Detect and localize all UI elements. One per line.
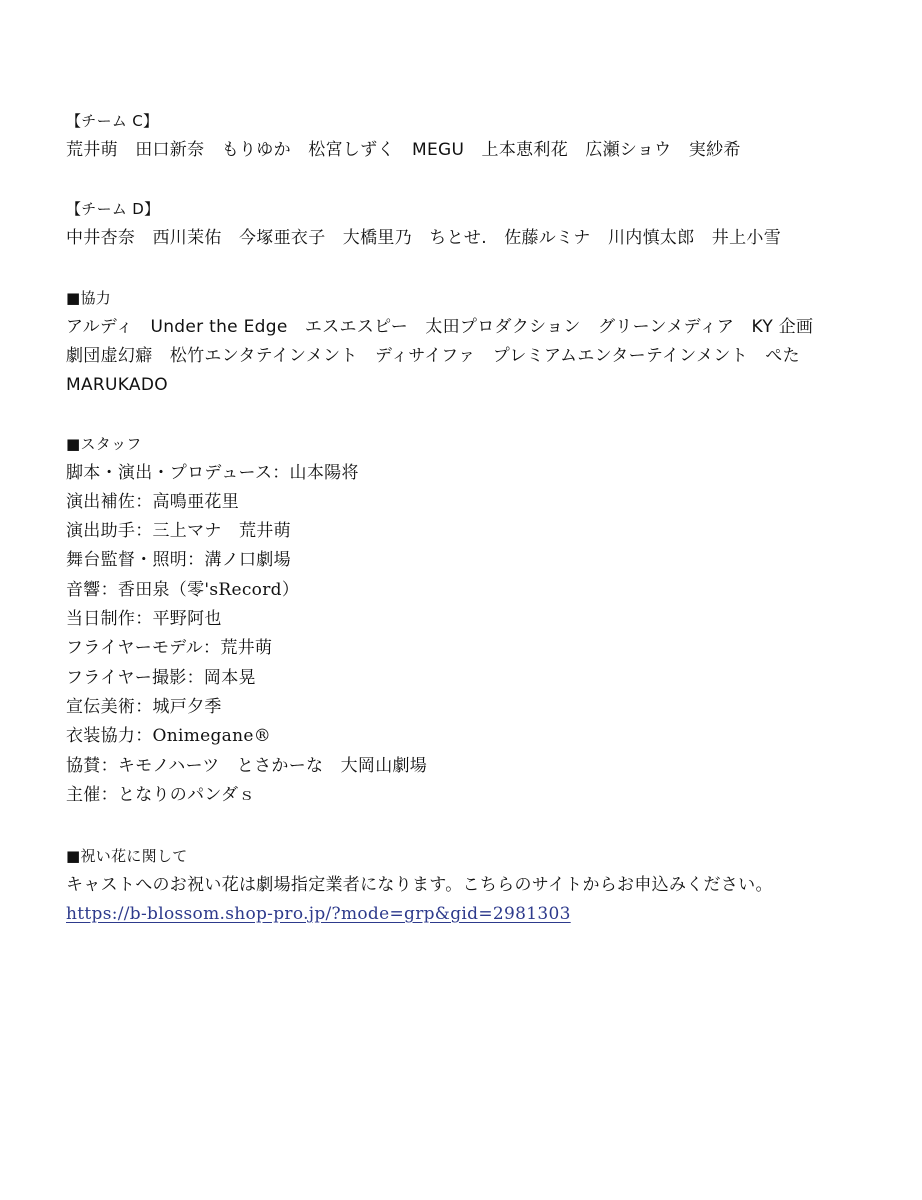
team-c-heading: 【チーム C】: [66, 112, 159, 130]
team-c-members: 荒井萌 田口新奈 もりゆか 松宮しずく MEGU 上本恵利花 広瀬ショウ 実紗希: [66, 140, 741, 160]
cooperation-line: MARUKADO: [66, 375, 168, 395]
staff-line: 音響：香田泉（零'sRecord）: [66, 580, 300, 600]
staff-line: 衣装協力：Onimegane®: [66, 726, 272, 746]
flowers-order-link[interactable]: https://b-blossom.shop-pro.jp/?mode=grp&gid=2981303: [66, 904, 571, 924]
cooperation-heading: ■協力: [66, 289, 112, 307]
staff-line: 主催：となりのパンダｓ: [66, 785, 256, 805]
cooperation-line: 劇団虚幻癖 松竹エンタテインメント ディサイファ プレミアムエンターテインメント ぺた: [66, 346, 800, 366]
cooperation-line: アルディ Under the Edge エスエスピー 太田プロダクション グリーンメディア KY 企画: [66, 317, 814, 337]
team-d-members: 中井杏奈 西川茉佑 今塚亜衣子 大橋里乃 ちとせ. 佐藤ルミナ 川内慎太郎 井上小雪: [66, 228, 782, 248]
staff-heading: ■スタッフ: [66, 435, 142, 453]
staff-line: フライヤー撮影：岡本晃: [66, 668, 256, 688]
staff-line: 協賛：キモノハーツ とさかーな 大岡山劇場: [66, 756, 428, 776]
staff-line: 宣伝美術：城戸夕季: [66, 697, 222, 717]
flowers-text: キャストへのお祝い花は劇場指定業者になります。こちらのサイトからお申込みください。: [66, 875, 773, 895]
staff-line: 脚本・演出・プロデュース：山本陽将: [66, 463, 359, 483]
team-d-heading: 【チーム D】: [66, 200, 160, 218]
staff-line: 演出補佐：高鳴亜花里: [66, 492, 239, 512]
staff-line: 舞台監督・照明：溝ノ口劇場: [66, 550, 291, 570]
staff-line: 演出助手：三上マナ 荒井萌: [66, 521, 291, 541]
staff-line: フライヤーモデル：荒井萌: [66, 638, 273, 658]
staff-line: 当日制作：平野阿也: [66, 609, 222, 629]
flowers-heading: ■祝い花に関して: [66, 847, 188, 865]
